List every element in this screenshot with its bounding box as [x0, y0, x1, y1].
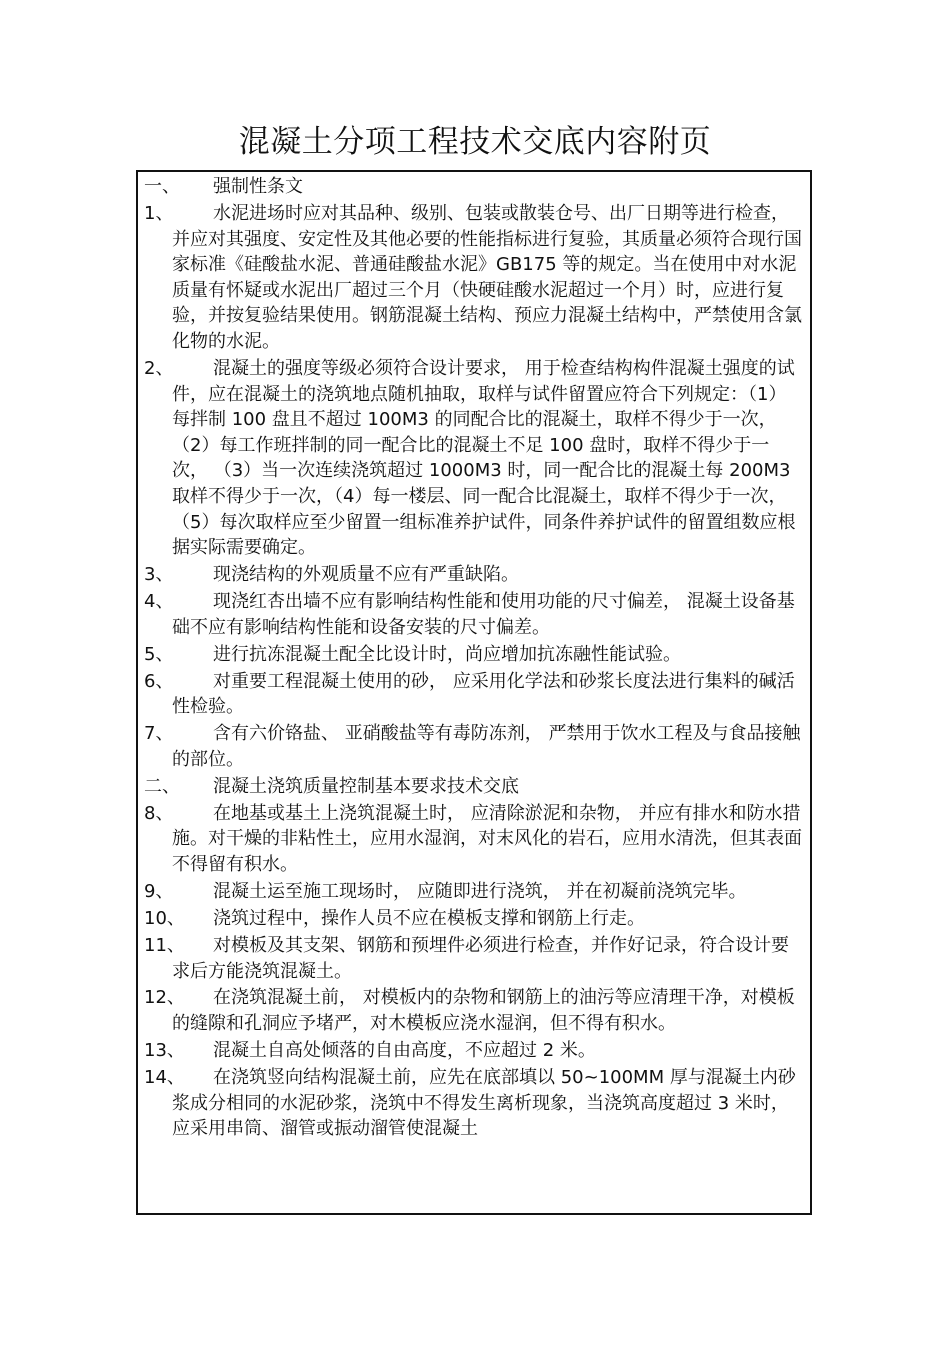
content-box — [136, 170, 812, 1215]
list-item — [144, 1065, 804, 1142]
list-item — [144, 174, 804, 200]
item-number: 2、 — [144, 357, 174, 379]
item-number: 4、 — [144, 591, 174, 613]
item-number: 12、 — [144, 987, 185, 1009]
item-text: 混凝土运至施工现场时， 应随即进行浇筑， 并在初凝前浇筑完毕。 — [213, 880, 747, 902]
list-item — [144, 642, 804, 668]
item-text: 对重要工程混凝土使用的砂， 应采用化学法和砂浆长度法进行集料的碱活性检验。 — [172, 670, 795, 718]
item-number: 1、 — [144, 202, 174, 224]
item-number: 14、 — [144, 1067, 185, 1089]
list-item — [144, 201, 804, 355]
item-text: 水泥进场时应对其品种、级别、包装或散装仓号、出厂日期等进行检查，并应对其强度、安定性及其他必要的性能指标进行复验，其质量必须符合现行国家标准《硅酸盐水泥、普通硅酸盐水泥》GB175 等的规定。当在使用中对水泥质量有怀疑或水泥出厂超过三个月（快硬硅酸水泥超过一个月）时，应进行复验，并按复验结果使用。钢筋混凝土结构、预应力混凝土结构中，严禁使用含氯化物的水泥。 — [172, 202, 802, 352]
item-number: 二、 — [144, 775, 180, 797]
item-text: 在浇筑竖向结构混凝土前，应先在底部填以 50~100MM 厚与混凝土内砂浆成分相同的水泥砂浆，浇筑中不得发生离析现象，当浇筑高度超过 3 米时，应采用串筒、溜管或振动溜管使混凝土 — [172, 1067, 796, 1140]
item-text: 对模板及其支架、钢筋和预埋件必须进行检查，并作好记录，符合设计要求后方能浇筑混凝土。 — [172, 934, 789, 982]
list-item — [144, 1038, 804, 1064]
item-number: 13、 — [144, 1040, 185, 1062]
list-item — [144, 774, 804, 800]
item-text: 含有六价铬盐、 亚硝酸盐等有毒防冻剂， 严禁用于饮水工程及与食品接触的部位。 — [172, 723, 801, 770]
item-text: 混凝土浇筑质量控制基本要求技术交底 — [213, 775, 519, 797]
list-item — [144, 801, 804, 878]
item-number: 11、 — [144, 934, 185, 956]
item-text: 现浇结构的外观质量不应有严重缺陷。 — [213, 564, 519, 586]
list-item — [144, 906, 804, 932]
item-text: 进行抗冻混凝土配全比设计时，尚应增加抗冻融性能试验。 — [213, 643, 681, 665]
item-text: 混凝土的强度等级必须符合设计要求， 用于检查结构构件混凝土强度的试件，应在混凝土的浇筑地点随机抽取，取样与试件留置应符合下列规定：（1）每拌制 100 盘且不超过 100M3 的同配合比的混凝土，取样不得少于一次， （2）每工作班拌制的同一配合比的混凝土不足 100 盘时，取样不得少于一次， （3）当一次连续浇筑超过 1000M3 时，同一配合比的混凝土每 200M3 取样不得少于一次，（4）每一楼层、同一配合比混凝土，取样不得少于一次，（5）每次取样应至少留置一组标准养护试件，同条件养护试件的留置组数应根据实际需要确定。 — [172, 357, 796, 559]
item-number: 10、 — [144, 907, 185, 929]
list-item — [144, 562, 804, 588]
item-text: 现浇红杏出墙不应有影响结构性能和使用功能的尺寸偏差， 混凝土设备基础不应有影响结构性能和设备安装的尺寸偏差。 — [172, 591, 795, 638]
list-item — [144, 985, 804, 1036]
list-item — [144, 589, 804, 640]
list-item — [144, 933, 804, 984]
content-list — [138, 172, 810, 1142]
list-item — [144, 879, 804, 905]
item-number: 3、 — [144, 564, 174, 586]
item-text: 强制性条文 — [213, 176, 303, 197]
item-number: 7、 — [144, 723, 174, 745]
item-number: 8、 — [144, 802, 174, 824]
item-text: 混凝土自高处倾落的自由高度，不应超过 2 米。 — [213, 1040, 596, 1062]
item-text: 在地基或基土上浇筑混凝土时， 应清除淤泥和杂物， 并应有排水和防水措施。对干燥的非粘性土，应用水湿润，对末风化的岩石，应用水清洗，但其表面不得留有积水。 — [172, 802, 802, 875]
item-number: 9、 — [144, 880, 174, 902]
page-title: 混凝土分项工程技术交底内容附页 — [238, 124, 712, 160]
item-text: 浇筑过程中，操作人员不应在模板支撑和钢筋上行走。 — [213, 907, 645, 929]
item-number: 5、 — [144, 643, 174, 665]
item-number: 一、 — [144, 176, 180, 197]
item-text: 在浇筑混凝土前， 对模板内的杂物和钢筋上的油污等应清理干净，对模板的缝隙和孔洞应予堵严，对木模板应浇水湿润，但不得有积水。 — [172, 987, 795, 1035]
list-item — [144, 356, 804, 561]
item-number: 6、 — [144, 670, 174, 692]
list-item — [144, 721, 804, 772]
list-item — [144, 669, 804, 720]
